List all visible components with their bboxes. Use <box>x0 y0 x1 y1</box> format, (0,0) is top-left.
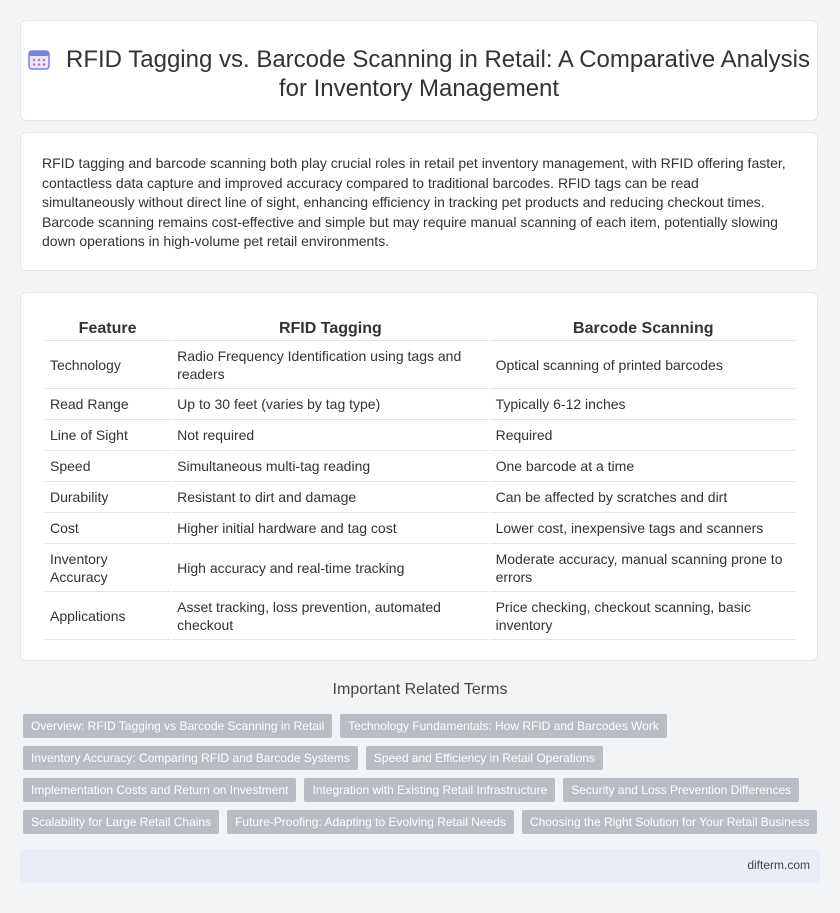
related-term-link[interactable]: Future-Proofing: Adapting to Evolving Retail Needs <box>227 810 514 834</box>
feature-cell: Applications <box>45 592 170 640</box>
table-row <box>45 389 796 420</box>
footer <box>20 849 820 883</box>
feature-cell: Durability <box>45 482 170 513</box>
related-term-link[interactable]: Scalability for Large Retail Chains <box>23 810 219 834</box>
related-term-link[interactable]: Security and Loss Prevention Differences <box>563 778 799 802</box>
table-row <box>45 544 796 592</box>
rfid-cell: Up to 30 feet (varies by tag type) <box>172 389 488 420</box>
table-row <box>45 482 796 513</box>
related-terms-list <box>23 714 823 842</box>
calendar-icon <box>28 48 50 70</box>
header-rfid: RFID Tagging <box>172 315 488 341</box>
table-header-row <box>45 315 796 341</box>
table-row <box>45 513 796 544</box>
barcode-cell: Can be affected by scratches and dirt <box>491 482 796 513</box>
tag-row <box>23 746 823 778</box>
rfid-cell: Not required <box>172 420 488 451</box>
barcode-cell: Moderate accuracy, manual scanning prone to errors <box>491 544 796 592</box>
title-card <box>20 20 818 121</box>
comparison-table-card <box>20 292 818 661</box>
related-term-link[interactable]: Speed and Efficiency in Retail Operations <box>366 746 603 770</box>
feature-cell: Read Range <box>45 389 170 420</box>
intro-card <box>20 132 818 271</box>
page-title: RFID Tagging vs. Barcode Scanning in Retail: A Comparative Analysis for Inventory Management <box>66 46 810 102</box>
related-term-link[interactable]: Inventory Accuracy: Comparing RFID and Barcode Systems <box>23 746 358 770</box>
page-title-wrap <box>21 45 817 103</box>
barcode-cell: Optical scanning of printed barcodes <box>491 341 796 389</box>
comparison-table <box>43 315 798 640</box>
rfid-cell: Radio Frequency Identification using tags and readers <box>172 341 488 389</box>
tag-row <box>23 810 823 842</box>
feature-cell: Technology <box>45 341 170 389</box>
table-row <box>45 592 796 640</box>
footer-site-link[interactable]: difterm.com <box>747 858 810 872</box>
feature-cell: Line of Sight <box>45 420 170 451</box>
related-terms-heading: Important Related Terms <box>332 681 508 698</box>
related-term-link[interactable]: Overview: RFID Tagging vs Barcode Scanning in Retail <box>23 714 332 738</box>
tag-row <box>23 714 823 746</box>
barcode-cell: One barcode at a time <box>491 451 796 482</box>
table-row <box>45 451 796 482</box>
table-row <box>45 341 796 389</box>
header-feature: Feature <box>45 315 170 341</box>
header-barcode: Barcode Scanning <box>491 315 796 341</box>
table-row <box>45 420 796 451</box>
tag-row <box>23 778 823 810</box>
barcode-cell: Required <box>491 420 796 451</box>
intro-paragraph: RFID tagging and barcode scanning both play crucial roles in retail pet inventory management, with RFID offering faster, contactless data capture and improved accuracy compared to traditional barcodes. RFID tags can be read simultaneously without direct line of sight, enhancing efficiency in tracking pet products and reducing checkout times. Barcode scanning remains cost-effective and simple but may require manual scanning of each item, potentially slowing down operations in high-volume pet retail environments. <box>42 155 786 250</box>
rfid-cell: Asset tracking, loss prevention, automated checkout <box>172 592 488 640</box>
rfid-cell: Resistant to dirt and damage <box>172 482 488 513</box>
related-term-link[interactable]: Choosing the Right Solution for Your Retail Business <box>522 810 818 834</box>
feature-cell: Speed <box>45 451 170 482</box>
rfid-cell: High accuracy and real-time tracking <box>172 544 488 592</box>
related-term-link[interactable]: Technology Fundamentals: How RFID and Barcodes Work <box>340 714 667 738</box>
rfid-cell: Higher initial hardware and tag cost <box>172 513 488 544</box>
rfid-cell: Simultaneous multi-tag reading <box>172 451 488 482</box>
barcode-cell: Price checking, checkout scanning, basic inventory <box>491 592 796 640</box>
related-term-link[interactable]: Implementation Costs and Return on Investment <box>23 778 296 802</box>
related-term-link[interactable]: Integration with Existing Retail Infrastructure <box>304 778 555 802</box>
feature-cell: Inventory Accuracy <box>45 544 170 592</box>
feature-cell: Cost <box>45 513 170 544</box>
barcode-cell: Typically 6-12 inches <box>491 389 796 420</box>
barcode-cell: Lower cost, inexpensive tags and scanners <box>491 513 796 544</box>
